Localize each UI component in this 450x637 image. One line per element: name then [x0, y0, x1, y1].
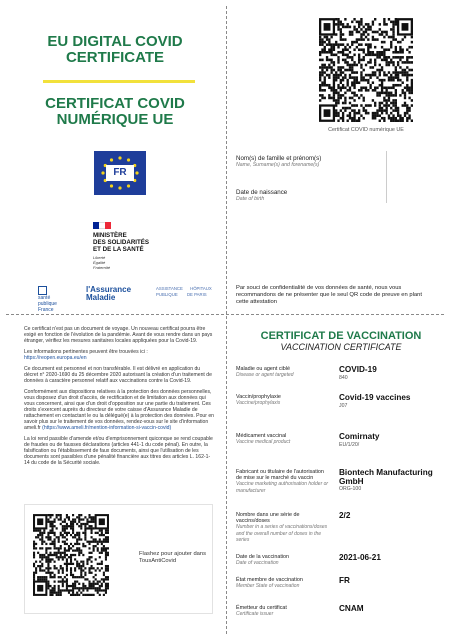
sante-publique-logo: santé publique France: [38, 286, 68, 313]
field-separator: [386, 151, 387, 203]
certificate-page: EU DIGITAL COVID CERTIFICATE CERTIFICAT COVID NUMÉRIQUE UE FR MINISTÈRE DES SOLIDARITÉS ET DE LA SANTÉ Liberté Égalité Fraternité santé publique France l'Assurance Maladie ASSISTANCE HÔPITAUX PUBLIQUE DE PARIS Certificat COVID numérique UE Nom(s) de famille et prénom(s) Name, Surname(s) and forename(s) Date de naissance Date of birth Par souci de confidentialité de vos données de santé, nous vous recommandons de ne présenter que le seul QR code de preuve en plant cette attestation Ce certificat n'est pas un document de voyage. Un nouveau certificat pourra être exigé en fonction de l'évolution de la pandémie. Avant de vous rendre dans un pays étranger, vérifiez les mesures sanitaires locales appliquées pour la Covid-19. Les informations pertinentes peuvent être trouvées ici : https://reopen.europa.eu/en Ce document est personnel et non transférable. Il est délivré en application du décret n° 2020-1690 du 25 décembre 2020 autorisant la création d'un traitement de données à caractère personnel relatif aux vaccinations contre la Covid-19. Conformément aux dispositions relatives à la protection des données personnelles, vous disposez d'un droit d'accès, de rectification et de limitation aux données qui vous concernent, ainsi que d'un droit d'opposition sur une partie du traitement. Ces droits s'exercent auprès du directeur de votre caisse d'Assurance Maladie de rattachement en contactant le ou la délégué(e) à la protection des données. Pour en savoir plus sur le traitement de vos données, rendez-vous sur le site d'information ameli.fr (https://www.ameli.fr/mention-information-si-vaccin-covid) La loi rend passible d'amende et/ou d'emprisonnement quiconque se rend coupable de fraudes ou de fausses déclarations (articles 441-1 du code pénal). En outre, la falsification ou l'établissement de faux documents, ainsi que l'utilisation de les documents sont passibles d'une pénalité financière aux titres des articles L. 162-1-14 du code de la Sécurité sociale. Flashez pour ajouter dans TousAntiCovid CERTIFICAT DE VACCINATION VACCINATION CERTIFICATE Maladie ou agent ciblé Disease or agent targeted COVID-19 840 Vaccin/prophylaxie Vaccine/prophylaxis Covid-19 vaccines J07 Médicament vaccinal Vaccine medical product Comirnaty EU/1/20/ Fabricant ou titulaire de l'autorisation de mise sur le marché du vaccin Vaccine marketing authorisation holder or manufacturer Biontech Manufacturing GmbH ORG-100 Nombre dans une série de vaccins/doses Number in a series of vaccinations/doses and the overall number of doses in the series 2/2 Date de la vaccination Date of vaccination 2021-06-21 État membre de vaccination Member State of vaccination FR Émetteur du certificat Certificate issuer CNAM: [0, 0, 450, 637]
square-icon: [38, 286, 47, 295]
reopen-link[interactable]: https://reopen.europa.eu/en: [24, 355, 87, 361]
eu-star-icon: [127, 184, 130, 187]
eu-flag-icon: [94, 151, 146, 195]
legal-paragraph-5: La loi rend passible d'amende et/ou d'emprisonnement quiconque se rend coupable de fraudes ou de fausses déclarations (articles 441-1 du code pénal). En outre, la falsification ou l'établissement de faux documents, ainsi que l'utilisation de les documents sont passibles d'une pénalité financière aux titres des articles L. 162-1-14 du code de la Sécurité sociale.: [24, 436, 213, 466]
vertical-fold-line: [226, 6, 227, 634]
name-label: Nom(s) de famille et prénom(s): [236, 155, 322, 162]
partner-logos: [38, 285, 223, 313]
ministry-logo: [93, 222, 203, 270]
qr-caption: Certificat COVID numérique UE: [328, 127, 404, 133]
dob-sublabel: Date of birth: [236, 196, 265, 202]
assurance-maladie-logo: l'Assurance Maladie: [86, 285, 132, 302]
country-code: FR: [106, 165, 134, 181]
vaccination-title: CERTIFICAT DE VACCINATION: [260, 330, 422, 342]
title-french: CERTIFICAT COVID NUMÉRIQUE UE: [45, 95, 185, 128]
horizontal-fold-line: [6, 314, 444, 315]
ministry-line-2: DES SOLIDARITÉS: [93, 239, 150, 246]
holder-name-field: [236, 155, 321, 169]
ameli-link[interactable]: (https://www.ameli.fr/mention-information-si-vaccin-covid): [42, 425, 172, 431]
dob-label: Date de naissance: [236, 189, 288, 196]
eu-star-icon: [135, 171, 138, 174]
legal-paragraph-2: Les informations pertinentes peuvent être trouvées ici : https://reopen.europa.eu/en: [24, 349, 148, 361]
aphp-logo: ASSISTANCE HÔPITAUX PUBLIQUE DE PARIS: [156, 286, 212, 297]
legal-paragraph-3: Ce document est personnel et non transférable. Il est délivré en application du décret n° 2020-1690 du 25 décembre 2020 autorisant la création d'un traitement de données à caractère personnel relatif aux vaccinations contre la Covid-19.: [24, 366, 212, 384]
qr-code-bottom: [33, 514, 109, 596]
vaccination-subtitle: VACCINATION CERTIFICATE: [280, 342, 402, 352]
date-of-birth-field: [236, 189, 287, 203]
privacy-notice: Par souci de confidentialité de vos données de santé, nous vous recommandons de ne présenter que le seul QR code de preuve en plant cette attestation: [236, 285, 422, 305]
french-flag-icon: [93, 222, 111, 229]
eu-star-icon: [110, 158, 113, 161]
eu-star-icon: [118, 186, 121, 189]
qr-code-top: [319, 18, 413, 122]
ministry-motto: Liberté Égalité Fraternité: [93, 255, 111, 270]
legal-paragraph-1: Ce certificat n'est pas un document de voyage. Un nouveau certificat pourra être exigé en fonction de l'évolution de la pandémie. Avant de vous rendre dans un pays étranger, vérifiez les mesures sanitaires locales appliquées pour la Covid-19.: [24, 326, 213, 344]
eu-star-icon: [101, 171, 104, 174]
ministry-line-3: ET DE LA SANTÉ: [93, 246, 144, 253]
eu-star-icon: [110, 184, 113, 187]
title-english: EU DIGITAL COVID CERTIFICATE: [47, 33, 183, 66]
eu-star-icon: [127, 158, 130, 161]
name-sublabel: Name, Surname(s) and forename(s): [236, 162, 320, 168]
ministry-line-1: MINISTÈRE: [93, 232, 127, 239]
yellow-divider: [43, 80, 195, 83]
legal-text: [24, 326, 214, 471]
flash-instruction: Flashez pour ajouter dans TousAntiCovid: [139, 551, 207, 564]
eu-star-icon: [118, 156, 121, 159]
legal-paragraph-4: Conformément aux dispositions relatives à la protection des données personnelles, vous disposez d'un droit d'accès, de rectification et de limitation aux données qui vous concernent, ainsi que d'un droit d'opposition sur une partie du traitement. Ces droits s'exercent auprès du directeur de votre caisse d'Assurance Maladie de rattachement en contactant le ou la délégué(e) à la protection des données. Pour en savoir plus sur le traitement de vos données, rendez-vous sur le site d'information ameli.fr (https://www.ameli.fr/mention-information-si-vaccin-covid): [24, 389, 215, 431]
